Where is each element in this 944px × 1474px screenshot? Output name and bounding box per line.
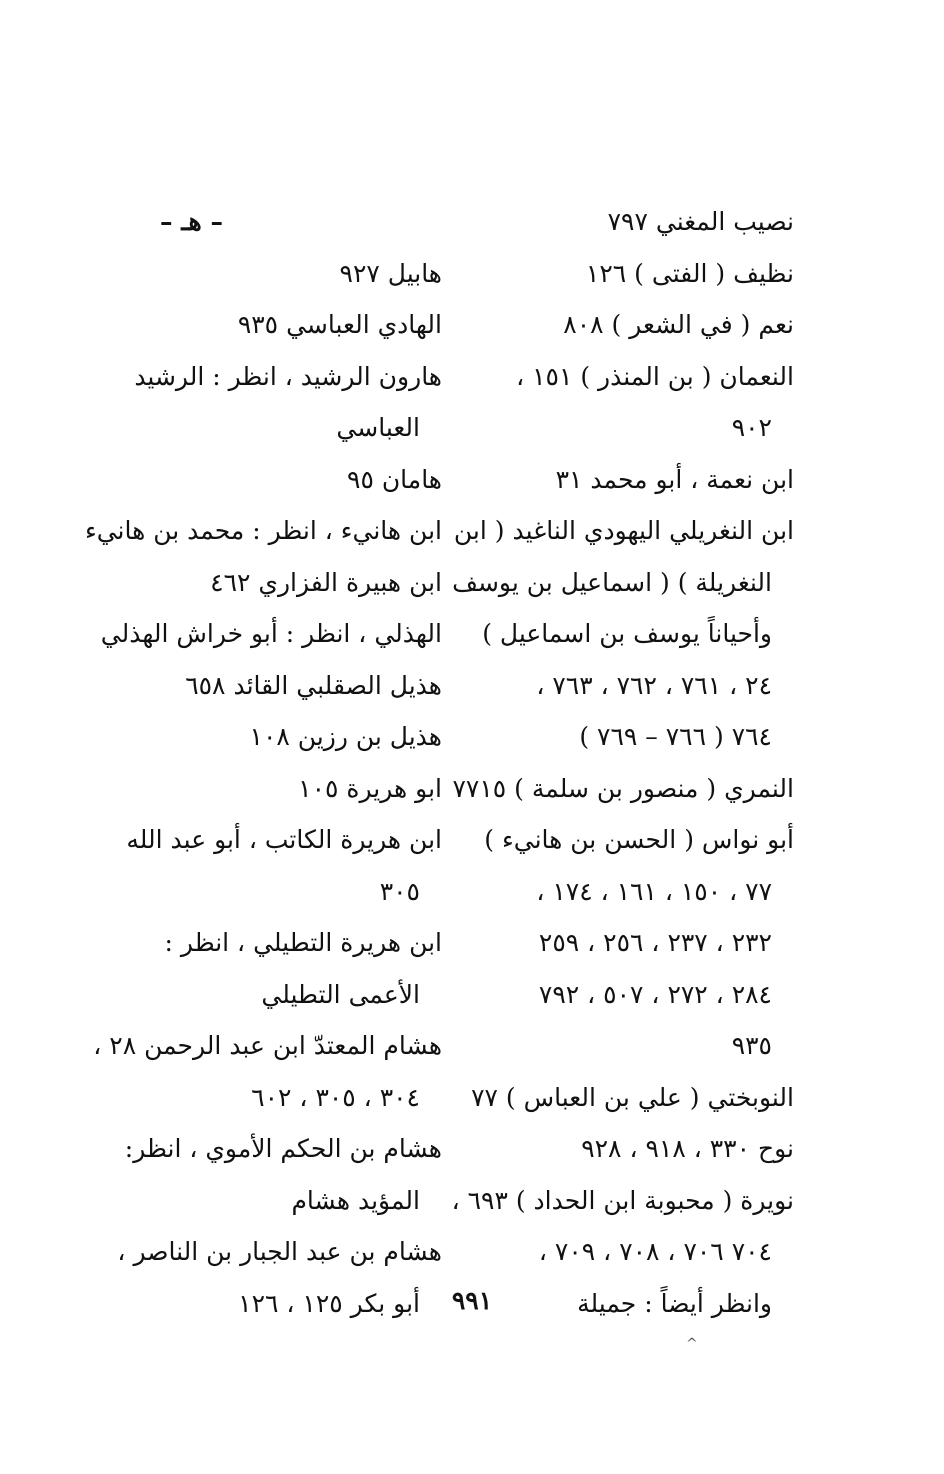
page-number: ٩٩١ bbox=[451, 1286, 493, 1315]
index-entry: نوح ٣٣٠ ، ٩١٨ ، ٩٢٨ bbox=[581, 1134, 794, 1163]
index-entry-continuation: ٣٠٤ ، ٣٠٥ ، ٦٠٢ bbox=[251, 1082, 420, 1112]
index-entry-continuation: ٢٨٤ ، ٢٧٢ ، ٥٠٧ ، ٧٩٢ bbox=[538, 979, 772, 1009]
section-heading: – هـ – bbox=[160, 207, 223, 236]
index-entry: ابن هبيرة الفزاري ٤٦٢ bbox=[210, 567, 442, 597]
index-entry: هابيل ٩٢٧ bbox=[339, 258, 442, 288]
index-entry-continuation: المؤيد هشام bbox=[291, 1185, 420, 1215]
index-entry: أبو نواس ( الحسن بن هانيء ) bbox=[484, 825, 794, 854]
index-entry: الهذلي ، انظر : أبو خراش الهذلي bbox=[100, 619, 442, 648]
index-entry-continuation: ٢٤ ، ٧٦١ ، ٧٦٢ ، ٧٦٣ ، bbox=[536, 670, 772, 700]
scan-speck-mark: ^ bbox=[686, 1336, 698, 1352]
index-entry-continuation: ٧٦٤ ( ٧٦٦ – ٧٦٩ ) bbox=[579, 722, 772, 751]
index-entry-continuation: ٢٣٢ ، ٢٣٧ ، ٢٥٦ ، ٢٥٩ bbox=[538, 928, 772, 957]
index-entry: ابن نعمة ، أبو محمد ٣١ bbox=[555, 464, 794, 494]
index-entry: النعمان ( بن المنذر ) ١٥١ ، bbox=[516, 361, 794, 391]
index-entry: هارون الرشيد ، انظر : الرشيد bbox=[134, 361, 442, 391]
index-entry-continuation: العباسي bbox=[336, 413, 420, 442]
index-entry-continuation: النغريلة ) ( اسماعيل بن يوسف bbox=[452, 567, 772, 597]
index-entry: نويرة ( محبوبة ابن الحداد ) ٦٩٣ ، bbox=[451, 1185, 794, 1215]
index-entry-continuation: وأحياناً يوسف بن اسماعيل ) bbox=[482, 619, 772, 648]
index-entry: هذيل بن رزين ١٠٨ bbox=[249, 722, 442, 751]
index-entry-continuation: ٧٧ ، ١٥٠ ، ١٦١ ، ١٧٤ ، bbox=[536, 876, 772, 906]
index-entry: هشام بن عبد الجبار بن الناصر ، bbox=[117, 1237, 442, 1266]
index-entry: الهادي العباسي ٩٣٥ bbox=[237, 310, 442, 339]
index-entry-continuation: ٩٠٢ bbox=[731, 413, 772, 442]
index-column-right bbox=[451, 196, 794, 1329]
index-entry-continuation: الأعمى التطيلي bbox=[261, 979, 420, 1009]
index-entry-continuation: ٧٠٤ ٧٠٦ ، ٧٠٨ ، ٧٠٩ ، bbox=[538, 1237, 772, 1266]
index-entry-continuation: وانظر أيضاً : جميلة bbox=[577, 1288, 772, 1318]
index-entry: ابن هريرة الكاتب ، أبو عبد الله bbox=[126, 825, 442, 854]
index-entry: ابن هانيء ، انظر : محمد بن هانيء bbox=[84, 516, 442, 545]
index-entry: ابن هريرة التطيلي ، انظر : bbox=[164, 928, 442, 957]
index-entry: هشام المعتدّ ابن عبد الرحمن ٢٨ ، bbox=[93, 1031, 442, 1060]
index-entry: النوبختي ( علي بن العباس ) ٧٧ bbox=[471, 1082, 794, 1112]
index-column-left bbox=[84, 196, 442, 1329]
index-entry: النمري ( منصور بن سلمة ) ٧٧١٥ bbox=[452, 773, 794, 803]
index-entry: نصيب المغني ٧٩٧ bbox=[607, 207, 794, 236]
index-entry: ابن النغريلي اليهودي الناغيد ( ابن bbox=[453, 516, 794, 545]
index-entry: نظيف ( الفتى ) ١٢٦ bbox=[585, 258, 794, 288]
index-entry: هامان ٩٥ bbox=[347, 464, 442, 494]
index-entry-continuation: ٩٣٥ bbox=[731, 1031, 772, 1060]
index-entry: ابو هريرة ١٠٥ bbox=[298, 773, 442, 803]
index-entry-continuation: أبو بكر ١٢٥ ، ١٢٦ bbox=[238, 1288, 420, 1318]
index-entry: هذيل الصقلبي القائد ٦٥٨ bbox=[185, 670, 442, 700]
index-entry: نعم ( في الشعر ) ٨٠٨ bbox=[563, 310, 794, 339]
index-entry: هشام بن الحكم الأموي ، انظر: bbox=[124, 1134, 442, 1163]
index-entry-continuation: ٣٠٥ bbox=[379, 876, 420, 906]
